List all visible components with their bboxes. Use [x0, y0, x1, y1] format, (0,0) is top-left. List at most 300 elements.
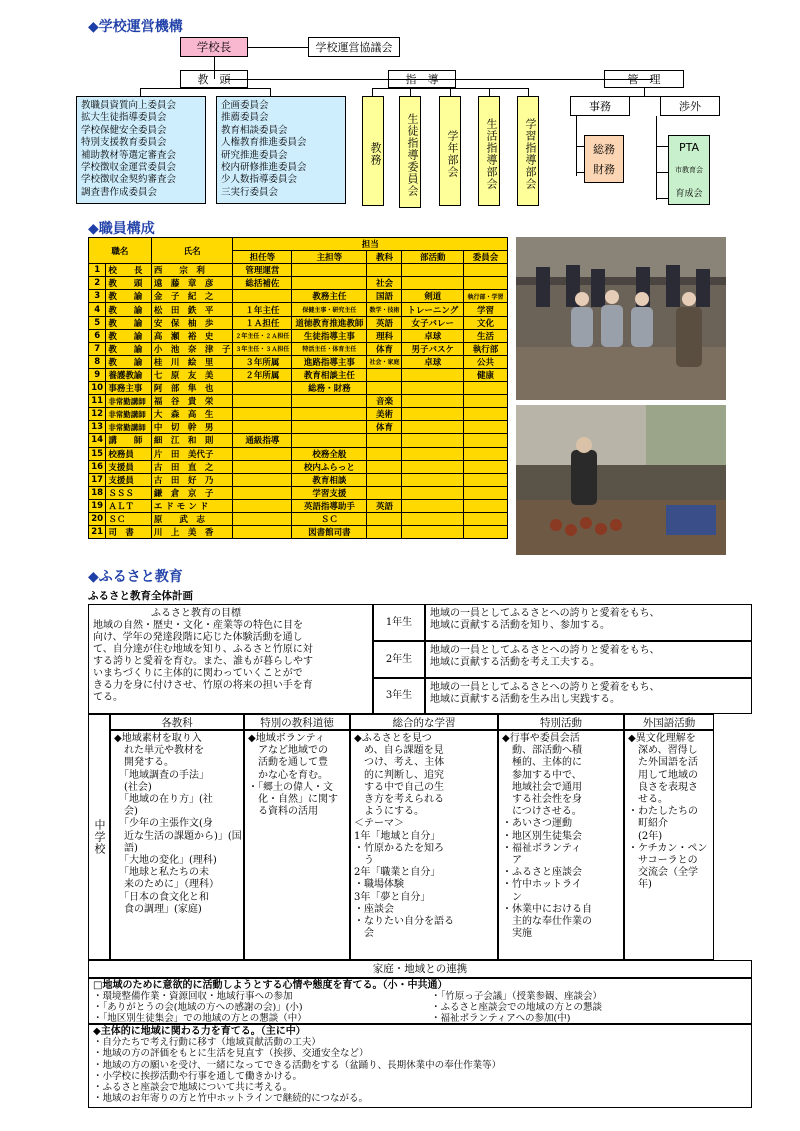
- staff-iin: [464, 264, 508, 277]
- staff-no: 20: [89, 512, 106, 525]
- staff-row: [89, 512, 508, 525]
- staff-shunin: 進路指導主事: [292, 355, 367, 368]
- committee-list-right: 企画委員会 推薦委員会 教育相談委員会 人権教育推進委員会 研究推進委員会 校内研修推進委員会 少人数指導委員会 三実行委員会: [216, 96, 346, 204]
- staff-no: 11: [89, 395, 106, 408]
- col-body-tokkatsu: [498, 730, 624, 960]
- col-line: 的に判断し、追究: [354, 769, 444, 781]
- staff-ninin: [233, 421, 292, 434]
- staff-shunin: 教務主任: [292, 290, 367, 303]
- staff-kyoka: [367, 512, 402, 525]
- grade-label-3: 3年生: [373, 678, 425, 714]
- staff-ninin: ２年主任・２Ａ担任: [233, 329, 292, 342]
- staff-no: 19: [89, 499, 106, 512]
- principal-box: 学校長: [180, 37, 248, 57]
- col-header-gaikokugo: 外国語活動: [624, 714, 714, 730]
- staff-bukatsu: [402, 408, 464, 421]
- renkei-title: 家庭・地域との連携: [88, 960, 752, 978]
- staff-position: 養護教諭: [106, 368, 152, 381]
- org-section-title: ◆学校運営機構: [88, 19, 183, 35]
- staff-no: 13: [89, 421, 106, 434]
- shikyoiku-label: 市教育会: [675, 165, 703, 174]
- staff-iin: 文化: [464, 316, 508, 329]
- staff-bukatsu: [402, 277, 464, 290]
- staff-ninin: 通級指導: [233, 434, 292, 447]
- staff-position: 非常勤講師: [106, 421, 152, 434]
- staff-iin: 執行部・学習: [464, 290, 508, 303]
- header-kyoka: 教科: [367, 251, 402, 264]
- staff-row: [89, 434, 508, 447]
- col-line: ・地区別生徒集会: [502, 830, 582, 842]
- staff-no: 5: [89, 316, 106, 329]
- staff-shunin: [292, 277, 367, 290]
- staff-position: ＳＣ: [106, 512, 152, 525]
- staff-name: 原 武 志: [151, 512, 233, 525]
- staff-row: [89, 329, 508, 342]
- col-line: 近な生活の課題から)」(国: [114, 830, 242, 842]
- staff-shunin: 英語指導助手: [292, 499, 367, 512]
- staff-name: 福 谷 貴 栄: [151, 395, 233, 408]
- shido-item-seikatsu: 生活指導部会: [478, 96, 500, 206]
- staff-no: 4: [89, 303, 106, 316]
- staff-bukatsu: [402, 486, 464, 499]
- staff-ninin: [233, 408, 292, 421]
- staff-ninin: １年主任: [233, 303, 292, 316]
- staff-position: ＡＬＴ: [106, 499, 152, 512]
- staff-ninin: [233, 499, 292, 512]
- staff-position: 教 諭: [106, 342, 152, 355]
- col-line: ◆ふるさとを見つ: [354, 733, 432, 744]
- zaimu-label: 財務: [593, 163, 615, 176]
- staff-row: [89, 264, 508, 277]
- staff-no: 7: [89, 342, 106, 355]
- staff-kyoka: [367, 447, 402, 460]
- col-line: せる。: [628, 794, 668, 806]
- staff-position: 校務員: [106, 447, 152, 460]
- staff-name: 片 田 美代子: [151, 447, 233, 460]
- kanri-box: 管 理: [604, 70, 684, 88]
- shido-item-gakushu: 学習指導部会: [517, 96, 539, 206]
- col-line: 動、部活動へ積: [502, 745, 582, 757]
- staff-no: 6: [89, 329, 106, 342]
- col-line: 地域社会で通用: [502, 781, 582, 793]
- staff-kyoka: 理科: [367, 329, 402, 342]
- staff-kyoka: 社会: [367, 277, 402, 290]
- staff-bukatsu: 女子バレー: [402, 316, 464, 329]
- staff-shunin: 校務全般: [292, 447, 367, 460]
- staff-iin: [464, 460, 508, 473]
- header-shokumei: 職名: [89, 238, 152, 264]
- staff-kyoka: 社会・家庭: [367, 355, 402, 368]
- col-line: れた単元や教材を: [114, 745, 204, 757]
- shido-item-kyomu: 教務: [362, 96, 384, 206]
- staff-name: 桂 川 絵 里: [151, 355, 233, 368]
- staff-shunin: 道徳教育推進教師: [292, 316, 367, 329]
- staff-name: 阿 部 隼 也: [151, 382, 233, 395]
- staff-bukatsu: [402, 460, 464, 473]
- staff-name: 大 森 高 生: [151, 408, 233, 421]
- col-line: 1年「地域と自分」: [354, 830, 441, 842]
- staff-name: 小 池 奈 津 子: [151, 342, 233, 355]
- col-line: 「少年の主張作文(身: [114, 818, 213, 830]
- staff-name: 鎌 倉 京 子: [151, 486, 233, 499]
- staff-shunin: 生徒指導主事: [292, 329, 367, 342]
- staff-shunin: 保健主事・研究主任: [292, 303, 367, 316]
- col-line: 実施: [502, 928, 532, 940]
- staff-iin: [464, 499, 508, 512]
- staff-kyoka: 国語: [367, 290, 402, 303]
- staff-bukatsu: 男子バスケ: [402, 342, 464, 355]
- staff-no: 16: [89, 460, 106, 473]
- staff-bukatsu: [402, 382, 464, 395]
- staff-position: 非常勤講師: [106, 408, 152, 421]
- shogai-box: 渉外: [660, 96, 720, 116]
- staff-name: 安 保 柚 歩: [151, 316, 233, 329]
- col-line: アなど地域での: [248, 745, 328, 757]
- col-line: 化・自然」に関す: [248, 794, 338, 806]
- col-line: 「大地の変化」(理科): [114, 855, 217, 867]
- staff-no: 14: [89, 434, 106, 447]
- col-line: 交流会（全学: [628, 867, 698, 879]
- col-line: ア: [502, 855, 522, 867]
- staff-kyoka: 音楽: [367, 395, 402, 408]
- staff-iin: [464, 277, 508, 290]
- staff-ninin: ３年所属: [233, 355, 292, 368]
- col-line: 年): [628, 879, 652, 891]
- staff-ninin: 総括補佐: [233, 277, 292, 290]
- staff-ninin: ３年主任・３Ａ担任: [233, 342, 292, 355]
- col-header-sogo: 総合的な学習: [350, 714, 498, 730]
- col-line: 主的な奉仕作業の: [502, 916, 592, 928]
- staff-name: 古 田 直 之: [151, 460, 233, 473]
- staff-position: 支援員: [106, 460, 152, 473]
- staff-ninin: [233, 447, 292, 460]
- staff-no: 10: [89, 382, 106, 395]
- col-line: 3年「夢と自分」: [354, 891, 431, 903]
- col-line: ・竹原かるたを知ろ: [354, 842, 444, 854]
- staff-bukatsu: トレーニング: [402, 303, 464, 316]
- staff-kyoka: 体育: [367, 421, 402, 434]
- col-line: 2年「職業と自分」: [354, 867, 441, 879]
- staff-iin: [464, 395, 508, 408]
- staff-ninin: [233, 382, 292, 395]
- committee-list-left: 教職員資質向上委員会 拡大生徒指導委員会 学校保健安全委員会 特別支援教育委員会 補助教材等選定審査会 学校徴収金運営委員会 学校徴収金契約審査会 調査書作成委員会: [76, 96, 206, 204]
- photo-volunteer: [516, 405, 726, 555]
- staff-bukatsu: [402, 434, 464, 447]
- col-line: ◆地域ボランティ: [248, 733, 325, 744]
- goal-title: ふるさと教育の目標: [151, 608, 241, 619]
- staff-row: [89, 421, 508, 434]
- staff-row: [89, 526, 508, 539]
- staff-kyoka: [367, 264, 402, 277]
- staff-row: [89, 460, 508, 473]
- staff-position: 支援員: [106, 473, 152, 486]
- somu-label: 総務: [593, 143, 615, 156]
- staff-ninin: [233, 486, 292, 499]
- staff-kyoka: 体育: [367, 342, 402, 355]
- col-line: う: [354, 855, 374, 867]
- staff-bukatsu: [402, 512, 464, 525]
- col-line: 「地球と私たちの未: [114, 867, 209, 879]
- staff-name: 細 江 和 則: [151, 434, 233, 447]
- staff-no: 8: [89, 355, 106, 368]
- staff-no: 15: [89, 447, 106, 460]
- staff-row: [89, 368, 508, 381]
- col-line: ・休業中における自: [502, 903, 592, 915]
- staff-row: [89, 342, 508, 355]
- col-line: ン: [502, 891, 522, 903]
- staff-ninin: １Ａ担任: [233, 316, 292, 329]
- staff-name: 松 田 鉄 平: [151, 303, 233, 316]
- staff-name: 西 宗 利: [151, 264, 233, 277]
- staff-kyoka: [367, 368, 402, 381]
- staff-bukatsu: [402, 264, 464, 277]
- col-line: 語): [114, 842, 138, 854]
- col-line: する中で自己の生: [354, 781, 444, 793]
- staff-position: 司 書: [106, 526, 152, 539]
- staff-bukatsu: [402, 473, 464, 486]
- col-line: つけ、考え、主体: [354, 757, 445, 769]
- col-line: ・福祉ボランティ: [502, 842, 582, 854]
- staff-name: 中 切 幹 男: [151, 421, 233, 434]
- staff-iin: [464, 526, 508, 539]
- col-header-tokkatsu: 特別活動: [498, 714, 624, 730]
- col-line: 極的、主体的に: [502, 757, 582, 769]
- staff-shunin: [292, 434, 367, 447]
- staff-position: 講 師: [106, 434, 152, 447]
- staff-kyoka: 美術: [367, 408, 402, 421]
- col-line: ◆行事や委員会活: [502, 733, 580, 744]
- staff-shunin: [292, 395, 367, 408]
- staff-bukatsu: [402, 499, 464, 512]
- col-header-kakukyoka: 各教科: [110, 714, 244, 730]
- staff-shunin: 教育相談主任: [292, 368, 367, 381]
- staff-bukatsu: 剣道: [402, 290, 464, 303]
- staff-iin: 公共: [464, 355, 508, 368]
- staff-ninin: [233, 395, 292, 408]
- col-line: ・職場体験: [354, 879, 404, 891]
- jimu-box: 事務: [570, 96, 630, 116]
- col-line: ・ケチカン・ペン: [628, 842, 708, 854]
- staff-no: 18: [89, 486, 106, 499]
- staff-kyoka: [367, 460, 402, 473]
- staff-kyoka: [367, 382, 402, 395]
- col-line: (社会): [114, 781, 152, 793]
- staff-no: 12: [89, 408, 106, 421]
- staff-position: 教 頭: [106, 277, 152, 290]
- renkei-block-1: □地域のために意欲的に活動しようとする心情や態度を育てる。（小・中共通） ・環境整備作業・資源回収・地域行事への参加 ・「ありがとうの会(地域の方への感謝の会)」(小) ・「地区別生徒集会」での地域の方との懇談（中） ・「竹原っ子会議」（授業参観、座談会） ・ふるさと座談会での地域の方との懇談 ・福祉ボランティアへの参加(中): [88, 978, 752, 1024]
- staff-no: 2: [89, 277, 106, 290]
- col-line: 会): [114, 806, 138, 818]
- col-line: ・座談会: [354, 903, 394, 915]
- staff-row: [89, 499, 508, 512]
- staff-bukatsu: [402, 526, 464, 539]
- col-line: ・竹中ホットライ: [502, 879, 582, 891]
- shido-item-gakunen: 学年部会: [439, 96, 461, 206]
- staff-kyoka: [367, 486, 402, 499]
- staff-ninin: ２年所属: [233, 368, 292, 381]
- col-line: ようにする。: [354, 806, 424, 818]
- pta-label: PTA: [678, 141, 700, 155]
- furusato-section-title: ◆ふるさと教育: [88, 569, 183, 585]
- staff-row: [89, 290, 508, 303]
- col-line: め、自ら課題を見: [354, 745, 444, 757]
- staff-name: 遠 藤 章 彦: [151, 277, 233, 290]
- col-body-kakukyoka: [110, 730, 244, 960]
- col-line: 食の調理」(家庭): [114, 903, 202, 915]
- staff-kyoka: [367, 434, 402, 447]
- staff-kyoka: [367, 473, 402, 486]
- staff-position: 教 諭: [106, 316, 152, 329]
- staff-kyoka: 英語: [367, 316, 402, 329]
- header-bukatsu: 部活動: [402, 251, 464, 264]
- header-ninin: 担任等: [233, 251, 292, 264]
- staff-no: 17: [89, 473, 106, 486]
- staff-name: 川 上 美 香: [151, 526, 233, 539]
- staff-bukatsu: 卓球: [402, 329, 464, 342]
- staff-no: 9: [89, 368, 106, 381]
- staff-ninin: [233, 526, 292, 539]
- grade-text-1: 地域の一員としてふるさとへの誇りと愛着をもち、 地域に貢献する活動を知り、参加する。: [425, 604, 752, 641]
- col-line: 「日本の食文化と和: [114, 891, 209, 903]
- col-line: ・わたしたちの: [628, 806, 698, 818]
- col-line: サコーラとの: [628, 855, 698, 867]
- staff-shunin: 総務・財務: [292, 382, 367, 395]
- staff-shunin: [292, 421, 367, 434]
- col-line: 来のために」（理科）: [114, 879, 219, 891]
- staff-row: [89, 447, 508, 460]
- staff-iin: [464, 447, 508, 460]
- col-line: ◆地域素材を取り入: [114, 733, 202, 744]
- col-body-sogo: [350, 730, 498, 960]
- staff-section-title: ◆職員構成: [88, 221, 155, 237]
- grade-label-2: 2年生: [373, 641, 425, 678]
- staff-name: 七 原 友 美: [151, 368, 233, 381]
- staff-no: 3: [89, 290, 106, 303]
- grade-label-1: 1年生: [373, 604, 425, 641]
- staff-iin: [464, 382, 508, 395]
- staff-bukatsu: [402, 447, 464, 460]
- staff-position: 教 諭: [106, 355, 152, 368]
- col-line: ＜テーマ＞: [354, 818, 404, 830]
- staff-iin: [464, 473, 508, 486]
- staff-shunin: [292, 408, 367, 421]
- col-line: 用して地域の: [628, 769, 698, 781]
- col-line: ・ふるさと座談会: [502, 867, 582, 879]
- staff-iin: 生活: [464, 329, 508, 342]
- staff-iin: 健康: [464, 368, 508, 381]
- col-line: 参加する中で、: [502, 769, 582, 781]
- staff-position: 教 諭: [106, 329, 152, 342]
- shogai-group: [668, 135, 710, 205]
- col-line: する社会性を身: [502, 794, 582, 806]
- kyoto-box: 教 頭: [180, 70, 248, 88]
- staff-shunin: 校内ふらっと: [292, 460, 367, 473]
- col-line: 活動を通して豊: [248, 757, 328, 769]
- staff-position: 教 諭: [106, 290, 152, 303]
- council-box: 学校運営協議会: [308, 37, 400, 57]
- col-line: る資料の活用: [248, 806, 318, 818]
- staff-bukatsu: [402, 395, 464, 408]
- col-line: 会: [354, 928, 374, 940]
- staff-shunin: 図書館司書: [292, 526, 367, 539]
- staff-position: 事務主事: [106, 382, 152, 395]
- staff-ninin: [233, 473, 292, 486]
- staff-ninin: [233, 290, 292, 303]
- photo-zadankai: [516, 237, 726, 400]
- staff-iin: 執行部: [464, 342, 508, 355]
- staff-position: 非常勤講師: [106, 395, 152, 408]
- staff-position: ＳＳＳ: [106, 486, 152, 499]
- col-body-gaikokugo: [624, 730, 714, 960]
- col-line: 深め、習得し: [628, 745, 698, 757]
- staff-name: 金 子 紀 之: [151, 290, 233, 303]
- staff-row: [89, 355, 508, 368]
- shido-item-seito: 生徒指導委員会: [399, 96, 421, 208]
- staff-no: 21: [89, 526, 106, 539]
- staff-iin: [464, 486, 508, 499]
- staff-iin: 学習: [464, 303, 508, 316]
- staff-table: [88, 237, 508, 539]
- staff-row: [89, 408, 508, 421]
- col-line: ・あいさつ運動: [502, 818, 572, 830]
- staff-name: 古 田 好 乃: [151, 473, 233, 486]
- header-shimei: 氏名: [151, 238, 233, 264]
- col-line: (2年): [628, 830, 663, 842]
- staff-row: [89, 303, 508, 316]
- col-line: 「地域調査の手法」: [114, 769, 209, 781]
- col-line: き方を考えられる: [354, 794, 444, 806]
- col-header-doutoku: 特別の教科道徳: [244, 714, 350, 730]
- staff-row: [89, 277, 508, 290]
- header-iin: 委員会: [464, 251, 508, 264]
- staff-name: エ ド モ ン ド: [151, 499, 233, 512]
- staff-iin: [464, 512, 508, 525]
- col-line: ・なりたい自分を語る: [354, 916, 454, 928]
- staff-kyoka: 数学・技術: [367, 303, 402, 316]
- grade-text-3: 地域の一員としてふるさとへの誇りと愛着をもち、 地域に貢献する活動を生み出し実践する。: [425, 678, 752, 714]
- row-label-chugakko: 中学校: [88, 714, 110, 960]
- staff-shunin: 教育相談: [292, 473, 367, 486]
- staff-kyoka: [367, 526, 402, 539]
- staff-name: 高 瀬 裕 史: [151, 329, 233, 342]
- col-line: 良さを表現さ: [628, 781, 698, 793]
- staff-kyoka: 英語: [367, 499, 402, 512]
- col-line: 町紹介: [628, 818, 668, 830]
- ikuseikai-label: 育成会: [675, 188, 703, 199]
- col-line: ・「郷土の偉人・文: [248, 781, 333, 793]
- shido-box: 指 導: [388, 70, 456, 88]
- staff-iin: [464, 408, 508, 421]
- col-line: かな心を育む。: [248, 769, 328, 781]
- col-line: につけさせる。: [502, 806, 582, 818]
- staff-bukatsu: [402, 368, 464, 381]
- staff-bukatsu: 卓球: [402, 355, 464, 368]
- col-line: た外国語を活: [628, 757, 698, 769]
- staff-shunin: [292, 264, 367, 277]
- staff-shunin: 特活主任・体育主任: [292, 342, 367, 355]
- staff-row: [89, 382, 508, 395]
- staff-shunin: ＳＣ: [292, 512, 367, 525]
- col-line: ◆異文化理解を: [628, 733, 696, 744]
- staff-no: 1: [89, 264, 106, 277]
- staff-ninin: [233, 512, 292, 525]
- staff-row: [89, 316, 508, 329]
- staff-ninin: 管理運営: [233, 264, 292, 277]
- staff-position: 教 諭: [106, 303, 152, 316]
- renkei-block-2: ◆主体的に地域に関わる力を育てる。（主に中） ・自分たちで考え行動に移す（地域貢献活動の工夫） ・地域の方の評価をもとに生活を見直す（挨拶、交通安全など） ・地域の方の願いを受け、一緒になってできる活動をする（盆踊り、長期休業中の奉仕作業等） ・小学校に挨拶活動や行事を通して働きかける。 ・ふるさと座談会で地域について共に考える。 ・地域のお年寄りの方と竹中ホットラインで継続的につながる。: [88, 1024, 752, 1108]
- jimu-group: [584, 135, 624, 183]
- staff-shunin: 学習支援: [292, 486, 367, 499]
